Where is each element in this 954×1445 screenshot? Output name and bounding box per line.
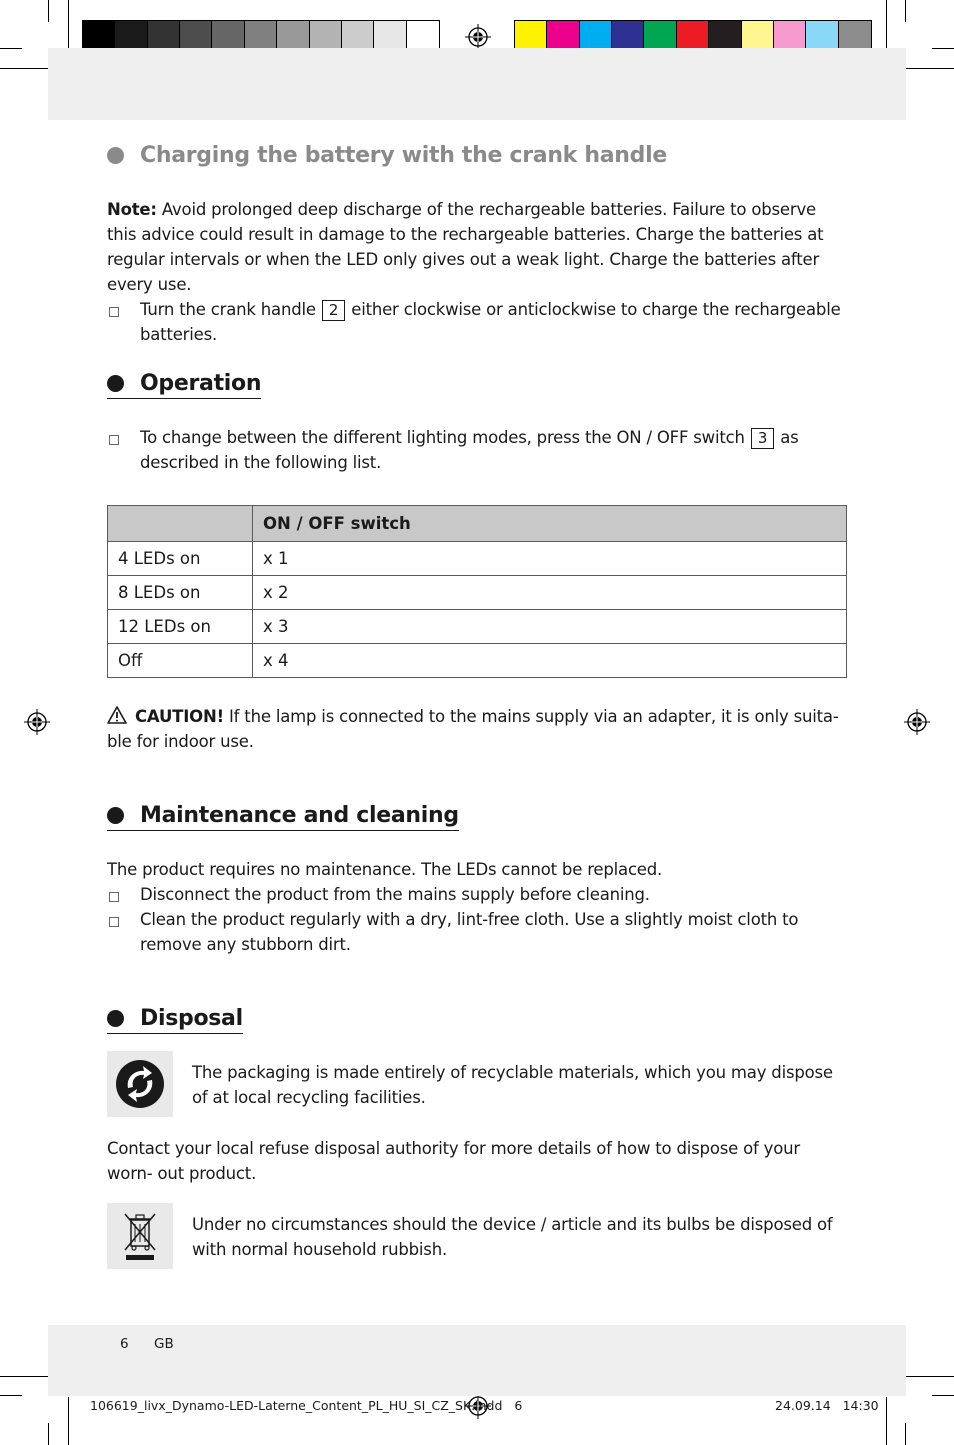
maintenance-body xyxy=(107,857,847,957)
crop-mark xyxy=(906,1376,954,1377)
charging-bullet xyxy=(107,297,847,347)
table-header-cell: ON / OFF switch xyxy=(253,506,847,542)
charging-bullet-post: either clockwise or anticlockwise to charge the rechargeable batteries. xyxy=(140,300,841,344)
maintenance-bullet: Clean the product regularly with a dry, lint-free cloth. Use a slightly moist cloth to remove any stubborn dirt. xyxy=(107,907,847,957)
warning-triangle-icon xyxy=(107,706,127,724)
table-cell: 4 LEDs on xyxy=(108,542,253,576)
disposal-title: Disposal xyxy=(140,1006,243,1031)
rubbish-text xyxy=(192,1212,847,1262)
slug-date: 24.09.14 14:30 xyxy=(775,1398,879,1413)
contact-paragraph: Contact your local refuse disposal authority for more details of how to dispose of your worn- out product. xyxy=(107,1139,800,1183)
maintenance-bullet: Disconnect the product from the mains supply before cleaning. xyxy=(107,882,847,907)
registration-mark-icon xyxy=(24,709,50,735)
caution-block xyxy=(107,704,847,754)
header-band xyxy=(48,48,906,120)
table-cell: Off xyxy=(108,644,253,678)
packaging-paragraph: The packaging is made entirely of recyclable materials, which you may dispose of at local recycling facilities. xyxy=(192,1063,833,1107)
bullet-dot-icon xyxy=(107,807,124,824)
table-cell: x 3 xyxy=(253,610,847,644)
charging-title: Charging the battery with the crank handle xyxy=(140,143,667,168)
bullet-dot-icon xyxy=(107,375,124,392)
crop-mark xyxy=(0,1395,22,1396)
note-text: Avoid prolonged deep discharge of the rechargeable batteries. Failure to observe this advice could result in damage to the rechargeable batteries. Charge the batteries at regular intervals or when the LED only gives out a weak light. Charge the batteries after every use. xyxy=(107,200,824,294)
table-cell: 12 LEDs on xyxy=(108,610,253,644)
caution-body: If the lamp is connected to the mains supply via an adapter, it is only suita- ble for indoor use. xyxy=(107,707,839,751)
charging-heading xyxy=(107,143,847,168)
bullet-dot-icon xyxy=(107,147,124,164)
operation-bullet-post: as described in the following list. xyxy=(140,428,799,472)
charging-note xyxy=(107,197,847,297)
crank-handle-ref: 2 xyxy=(322,300,345,321)
weee-icon-box xyxy=(107,1203,173,1269)
operation-heading xyxy=(107,371,261,399)
maintenance-title: Maintenance and cleaning xyxy=(140,803,459,828)
lighting-modes-table xyxy=(107,505,847,678)
caution-label: CAUTION! xyxy=(135,707,224,726)
crop-mark xyxy=(886,0,887,48)
charging-body xyxy=(107,197,847,347)
switch-ref: 3 xyxy=(751,428,774,449)
crossed-bin-icon xyxy=(120,1208,160,1264)
green-dot-icon xyxy=(114,1058,166,1110)
operation-bullet xyxy=(107,425,847,475)
caution-text xyxy=(107,704,847,754)
table-row xyxy=(108,644,847,678)
operation-title: Operation xyxy=(140,371,262,396)
table-row xyxy=(108,610,847,644)
rubbish-paragraph: Under no circumstances should the device / article and its bulbs be disposed of with normal household rubbish. xyxy=(192,1215,833,1259)
table-row xyxy=(108,542,847,576)
table-cell: 8 LEDs on xyxy=(108,576,253,610)
registration-mark-icon xyxy=(904,709,930,735)
crop-mark xyxy=(932,1395,954,1396)
disposal-section xyxy=(107,1006,847,1034)
contact-text xyxy=(107,1136,847,1186)
crop-mark xyxy=(906,68,954,69)
operation-section xyxy=(107,371,847,399)
operation-bullet-pre: To change between the different lighting modes, press the ON / OFF switch xyxy=(140,428,750,447)
crop-mark xyxy=(68,0,69,48)
bullet-dot-icon xyxy=(107,1010,124,1027)
table-row xyxy=(108,576,847,610)
crop-mark xyxy=(48,1423,49,1445)
slug-filename: 106619_livx_Dynamo-LED-Laterne_Content_PL_HU_SI_CZ_SK.indd 6 xyxy=(90,1398,523,1413)
operation-body xyxy=(107,425,847,475)
charging-bullet-pre: Turn the crank handle xyxy=(140,300,321,319)
crop-mark xyxy=(905,1423,906,1445)
page-number: 6 xyxy=(120,1336,129,1352)
maintenance-section xyxy=(107,803,847,831)
table-header-row xyxy=(108,506,847,542)
recycling-icon-box xyxy=(107,1051,173,1117)
table-cell: x 1 xyxy=(253,542,847,576)
crop-mark xyxy=(68,1397,69,1445)
table-header-cell xyxy=(108,506,253,542)
table-cell: x 4 xyxy=(253,644,847,678)
note-label: Note: xyxy=(107,200,157,219)
registration-mark-icon xyxy=(465,24,491,50)
crop-mark xyxy=(48,0,49,22)
maintenance-heading xyxy=(107,803,459,831)
maintenance-intro: The product requires no maintenance. The LEDs cannot be replaced. xyxy=(107,860,663,879)
language-code: GB xyxy=(154,1336,174,1352)
crop-mark xyxy=(0,1376,48,1377)
crop-mark xyxy=(886,1397,887,1445)
crop-mark xyxy=(932,48,954,49)
table-cell: x 2 xyxy=(253,576,847,610)
crop-mark xyxy=(0,48,22,49)
disposal-heading xyxy=(107,1006,243,1034)
charging-section xyxy=(107,143,847,168)
packaging-text xyxy=(192,1060,847,1110)
crop-mark xyxy=(0,68,48,69)
footer-band xyxy=(48,1325,906,1396)
crop-mark xyxy=(905,0,906,22)
